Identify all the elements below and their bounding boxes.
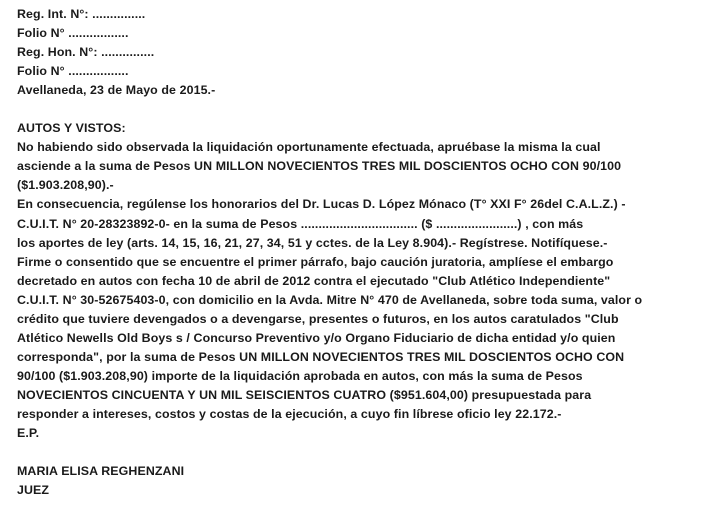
- signatory-title: JUEZ: [17, 483, 50, 498]
- body-line: 90/100 ($1.903.208,90) importe de la liquidación aprobada en autos, con más la suma de Pesos: [17, 368, 583, 383]
- body-line: decretado en autos con fecha 10 de abril de 2012 contra el ejecutado "Club Atlético Independiente": [17, 273, 611, 288]
- body-line: los aportes de ley (arts. 14, 15, 16, 21, 27, 34, 51 y cctes. de la Ley 8.904).- Regístrese. Notifíquese.-: [17, 235, 608, 250]
- spacer: [17, 100, 701, 119]
- place-date-line: Avellaneda, 23 de Mayo de 2015.-: [17, 83, 216, 98]
- body-line: C.U.I.T. N° 30-52675403-0, con domicilio en la Avda. Mitre N° 470 de Avellaneda, sobre toda suma, valor o: [17, 292, 643, 307]
- body-line: E.P.: [17, 426, 40, 441]
- section-heading: AUTOS Y VISTOS:: [17, 121, 126, 136]
- body-line: C.U.I.T. N° 20-28323892-0- en la suma de Pesos ................................. ($ .......................) , con más: [17, 216, 584, 231]
- folio-line-1: Folio N° .................: [17, 26, 129, 41]
- body-line: crédito que tuviere devengados o a devengarse, presentes o futuros, en los autos caratulados "Club: [17, 311, 619, 326]
- signatory-name: MARIA ELISA REGHENZANI: [17, 464, 185, 479]
- body-line: NOVECIENTOS CINCUENTA Y UN MIL SEISCIENTOS CUATRO ($951.604,00) presupuestada para: [17, 387, 592, 402]
- body-line: Atlético Newells Old Boys s / Concurso Preventivo y/o Organo Fiduciario de dicha entidad y/o quien: [17, 330, 616, 345]
- body-line: asciende a la suma de Pesos UN MILLON NOVECIENTOS TRES MIL DOSCIENTOS OCHO CON 90/100: [17, 159, 622, 174]
- reg-int-line: Reg. Int. N°: ...............: [17, 7, 146, 21]
- body-line: No habiendo sido observada la liquidación oportunamente efectuada, apruébase la misma la cual: [17, 140, 601, 155]
- spacer: [17, 443, 701, 462]
- body-line: En consecuencia, regúlense los honorarios del Dr. Lucas D. López Mónaco (T° XXI F° 26del C.A.L.Z.) -: [17, 197, 626, 212]
- reg-hon-line: Reg. Hon. N°: ...............: [17, 45, 155, 60]
- court-resolution-document: [17, 5, 701, 500]
- body-line: Firme o consentido que se encuentre el primer párrafo, bajo caución juratoria, amplíese el embargo: [17, 254, 614, 269]
- body-line: corresponda", por la suma de Pesos UN MILLON NOVECIENTOS TRES MIL DOSCIENTOS OCHO CON: [17, 349, 625, 364]
- folio-line-2: Folio N° .................: [17, 64, 129, 79]
- body-line: ($1.903.208,90).-: [17, 178, 114, 193]
- body-line: responder a intereses, costos y costas de la ejecución, a cuyo fin líbrese oficio ley 22.172.-: [17, 406, 562, 421]
